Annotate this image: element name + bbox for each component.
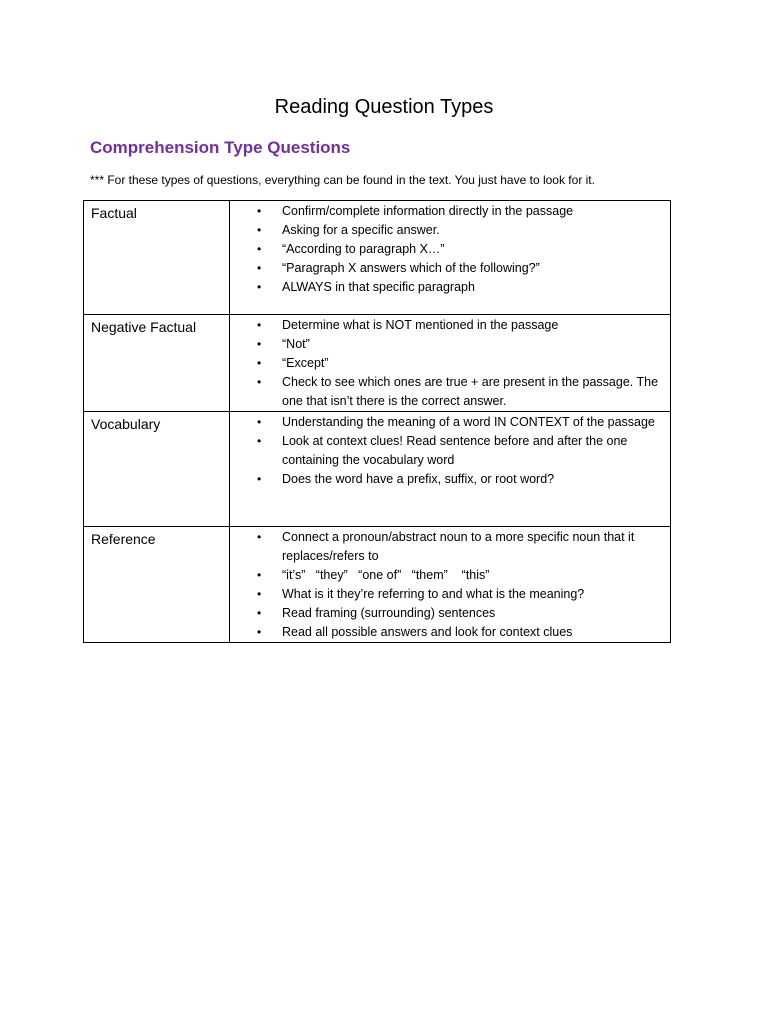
- list-item: • Read all possible answers and look for context clues: [230, 623, 670, 642]
- table-row: [84, 315, 671, 412]
- table-row: [84, 201, 671, 315]
- list-item: • “Not”: [230, 335, 670, 354]
- intro-note: *** For these types of questions, everything can be found in the text. You just have to look for it.: [90, 173, 595, 187]
- type-name-cell: [84, 412, 230, 527]
- list-item: • Read framing (surrounding) sentences: [230, 604, 670, 623]
- list-item: • Look at context clues! Read sentence before and after the one containing the vocabulary word: [230, 432, 670, 470]
- bullet-list: [230, 527, 670, 642]
- type-points-cell: [230, 527, 671, 643]
- list-item: • “it’s” “they” “one of” “them” “this”: [230, 566, 670, 585]
- bullet-list: [230, 315, 670, 411]
- table-row: [84, 527, 671, 643]
- list-item: • Confirm/complete information directly in the passage: [230, 202, 670, 221]
- bullet-list: [230, 412, 670, 489]
- section-heading: Comprehension Type Questions: [90, 138, 351, 157]
- question-types-table: [83, 200, 671, 643]
- list-item: • “Paragraph X answers which of the following?”: [230, 259, 670, 278]
- list-item: • Check to see which ones are true + are present in the passage. The one that isn’t there is the correct answer.: [230, 373, 670, 411]
- list-item: • Connect a pronoun/abstract noun to a more specific noun that it replaces/refers to: [230, 528, 670, 566]
- type-points-cell: [230, 201, 671, 315]
- type-name: Vocabulary: [91, 416, 161, 432]
- type-name-cell: [84, 315, 230, 412]
- list-item: • Understanding the meaning of a word IN CONTEXT of the passage: [230, 413, 670, 432]
- type-name: Negative Factual: [91, 319, 197, 335]
- type-points-cell: [230, 412, 671, 527]
- list-item: • Does the word have a prefix, suffix, or root word?: [230, 470, 670, 489]
- type-name-cell: [84, 201, 230, 315]
- document-title: Reading Question Types: [274, 96, 494, 118]
- table-row: [84, 412, 671, 527]
- list-item: • “Except”: [230, 354, 670, 373]
- list-item: • What is it they’re referring to and what is the meaning?: [230, 585, 670, 604]
- list-item: • ALWAYS in that specific paragraph: [230, 278, 670, 297]
- type-name: Factual: [91, 205, 137, 221]
- bullet-list: [230, 201, 670, 297]
- list-item: • “According to paragraph X…”: [230, 240, 670, 259]
- type-points-cell: [230, 315, 671, 412]
- type-name: Reference: [91, 531, 156, 547]
- list-item: • Asking for a specific answer.: [230, 221, 670, 240]
- type-name-cell: [84, 527, 230, 643]
- list-item: • Determine what is NOT mentioned in the passage: [230, 316, 670, 335]
